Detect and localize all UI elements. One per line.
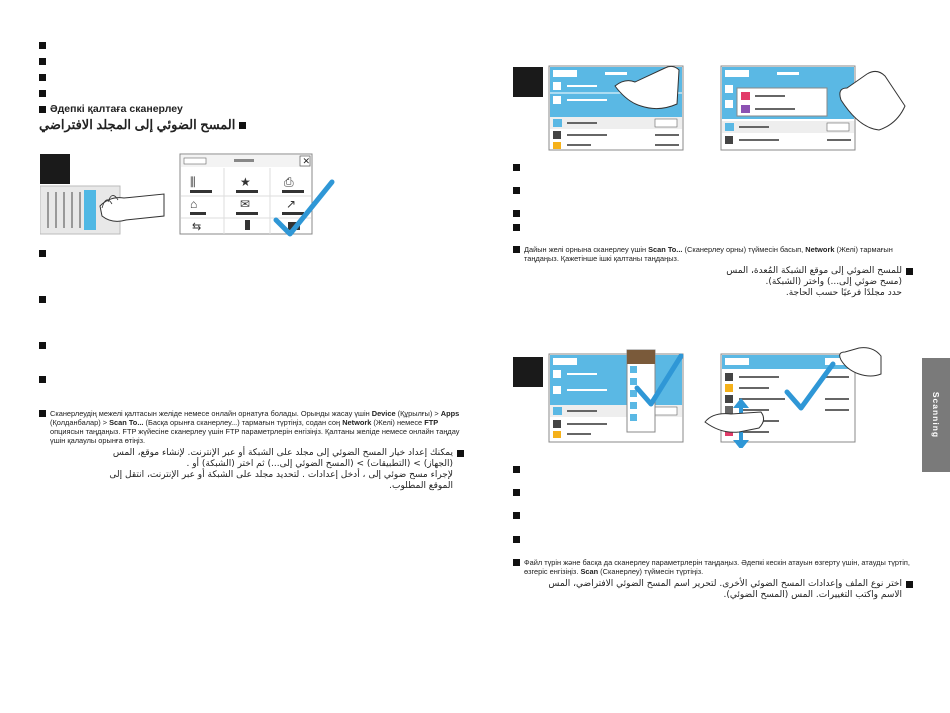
bold-term: Apps [440, 409, 460, 418]
para-ar-line: الاسم واكتب التغييرات. المس (المسح الضوئي). [723, 590, 902, 600]
bullet [39, 250, 46, 257]
para-ar [513, 579, 913, 601]
bullet [39, 90, 46, 97]
para-kz [513, 245, 913, 263]
side-tab-label: Scanning [931, 391, 941, 439]
text-run: (Сканерлеу орны) түймесін басып, [682, 245, 806, 254]
bullet [513, 512, 520, 519]
text-run: Сканерлеудің межелі қалтасын желіде немесе онлайн орнатуға болады. Орынды жасау үшін [50, 409, 372, 418]
bullet [39, 342, 46, 349]
bullet [39, 74, 46, 81]
text-run: (Құрылғы) > [395, 409, 441, 418]
para-ar-line: (الجهاز) > (التطبيقات) > (المسح الضوئي إلى...) ثم اختر (الشبكة) أو . [186, 459, 453, 469]
text-run: (Желі) немесе [371, 418, 425, 427]
svg-text:⫼: ⫼ [190, 175, 196, 189]
text-run: (Басқа орынға сканерлеу...) тармағын түртіңіз, содан соң [143, 418, 343, 427]
para-kz [513, 558, 913, 576]
para-ar-line: حدد مجلدًا فرعيًا حسب الحاجة. [785, 288, 902, 298]
scanner-illustration [40, 150, 340, 240]
bold-term: Scan To... [648, 245, 683, 254]
bullet [39, 42, 46, 49]
para-kz [39, 409, 464, 445]
para-ar-line: (مسح ضوئي إلى...) واختر (الشبكة). [765, 277, 902, 287]
para-kz-text [524, 558, 910, 576]
section-heading [39, 103, 299, 133]
bold-term: FTP [424, 418, 439, 427]
bold-term: Network [342, 418, 372, 427]
text-run: (Желі) тармағын таңдаңыз. Қажетінше ішкі қалтаны таңдаңыз. [524, 245, 893, 263]
step-marker [513, 357, 543, 387]
text-run: опциясын таңдаңыз. FTP жүйесіне сканерлеу үшін FTP параметрлерін енгізіңіз. Қалтаны желіде немесе онлайн таңдау үшін қалаулы орынға өтіңіз. [50, 427, 460, 445]
bold-term: Scan To... [109, 418, 144, 427]
section-side-tab [922, 358, 950, 472]
text-run: (Қолданбалар) > [50, 418, 110, 427]
right-paragraph-1 [513, 245, 913, 299]
bullet [39, 296, 46, 303]
bullet [513, 224, 520, 231]
bullet [513, 210, 520, 217]
bullet [513, 536, 520, 543]
left-paragraph [39, 409, 464, 492]
para-ar-line: لإجراء مسح ضوئي إلى ، أدخل إعدادات . لتحديد مجلد على الشبكة أو عبر الإنترنت، انتقل إلى [109, 470, 453, 480]
bold-term: Scan [580, 567, 599, 576]
para-ar-line: يمكنك إعداد خيار المسح الضوئي إلى مجلد على الشبكة أو عبر الإنترنت. لإنشاء موقع، المس [112, 448, 453, 458]
bullet [513, 187, 520, 194]
right-paragraph-2 [513, 558, 913, 601]
bullet [39, 58, 46, 65]
svg-text:✉: ✉ [240, 197, 251, 211]
svg-text:★: ★ [240, 175, 251, 189]
bullet [39, 376, 46, 383]
text-run: Дайын желі орнына сканерлеу үшін [524, 245, 649, 254]
para-ar-line: للمسح الضوئي إلى موقع الشبكة المُعدة، المس [726, 266, 902, 276]
heading-ar: المسح الضوئي إلى المجلد الافتراضي [39, 117, 236, 132]
svg-text:⇆: ⇆ [192, 221, 202, 233]
svg-text:✕: ✕ [302, 156, 311, 166]
bullet [513, 489, 520, 496]
para-ar-line: اختر نوع الملف وإعدادات المسح الضوئي الأخرى. لتحرير اسم المسح الضوئي الافتراضي، المس [548, 579, 902, 589]
heading-kz: Әдепкі қалтаға сканерлеу [50, 103, 183, 115]
bullet [513, 164, 520, 171]
svg-text:↗: ↗ [286, 197, 297, 211]
step-marker [513, 67, 543, 97]
para-ar [513, 266, 913, 299]
scan-settings-illustration [545, 346, 885, 448]
svg-text:⌂: ⌂ [190, 197, 198, 211]
text-run: (Сканерлеу) түймесін түртіңіз. [598, 567, 704, 576]
svg-text:⎙: ⎙ [284, 175, 294, 189]
network-select-illustration [545, 60, 915, 155]
para-kz-text [524, 245, 893, 263]
para-ar [39, 448, 464, 492]
text-run: Файл түрін және басқа да сканерлеу параметрлерін таңдаңыз. Әдепкі кескін атауын өзгерту үшін, атауды түртіп, өзгеріс енгізіңіз. [524, 558, 910, 576]
para-ar-line: الموقع المطلوب. [389, 481, 453, 491]
bold-term: Network [805, 245, 835, 254]
bullet [513, 466, 520, 473]
bold-term: Device [371, 409, 396, 418]
para-kz-text [50, 409, 459, 445]
